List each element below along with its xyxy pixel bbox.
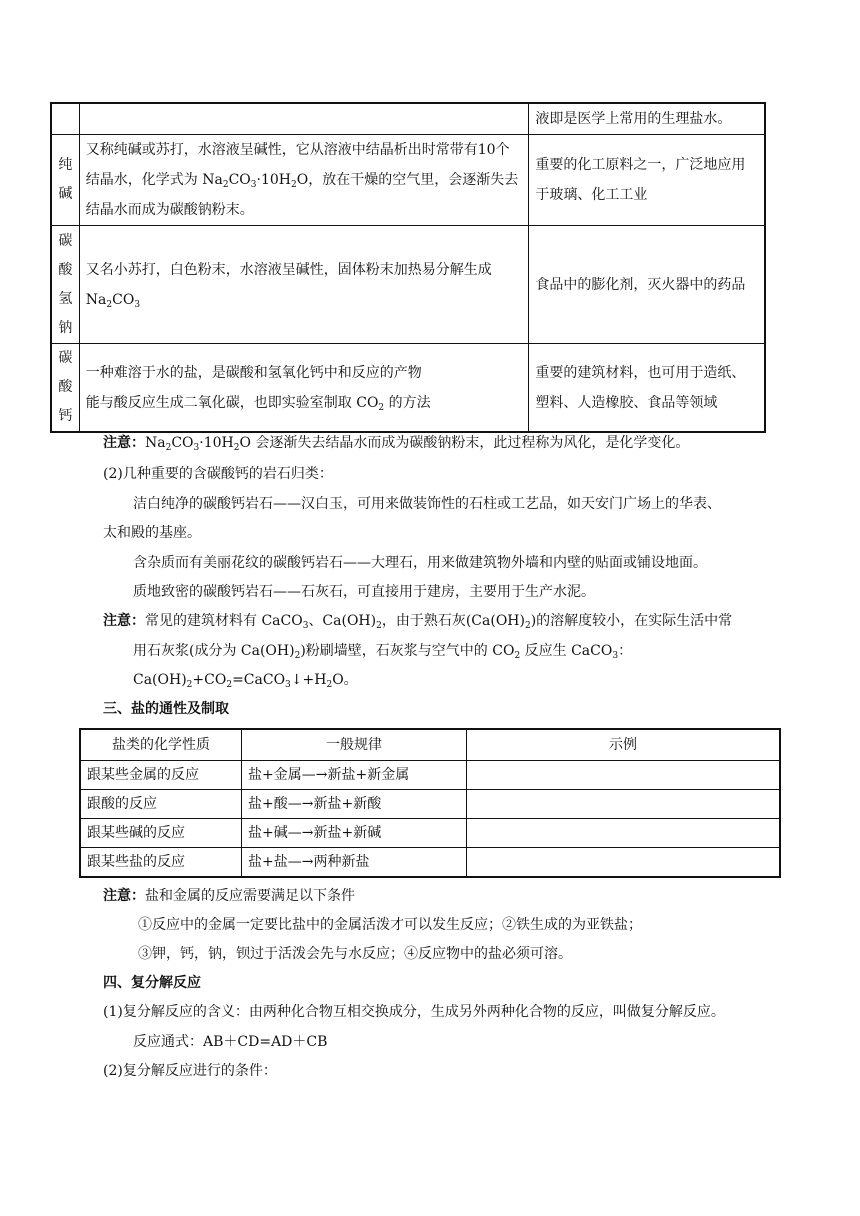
sub: 3: [285, 680, 291, 690]
text: +CO: [192, 672, 227, 688]
cell-prop: 跟某些碱的反应: [80, 819, 242, 848]
text: 能与酸反应生成二氧化碳，也即实验室制取 CO: [85, 394, 379, 411]
section-title: (2)几种重要的含碳酸钙的岩石归类：: [103, 466, 333, 482]
cell-rule: 盐+盐—→两种新盐: [242, 848, 467, 878]
text: O 会逐渐失去结晶水而成为碳酸钠粉末，此过程称为风化，是化学变化。: [239, 435, 690, 451]
cell-desc: [79, 103, 529, 135]
text-line: [86, 388, 523, 418]
note-2-line-2: [133, 641, 632, 661]
cell-name: [51, 226, 79, 344]
sub: 2: [290, 180, 297, 190]
cell-rule: 盐+金属—→新盐+新金属: [242, 761, 467, 790]
cell-example: [467, 819, 781, 848]
text: ·10H: [199, 435, 234, 451]
text: 反应生 CaCO: [520, 643, 613, 659]
sub: 2: [226, 680, 233, 690]
text: ↓+H: [290, 672, 327, 688]
note-1: [103, 433, 689, 453]
table-row: [51, 226, 765, 344]
table-row: [80, 790, 780, 819]
table-row: [51, 103, 765, 135]
paragraph: 太和殿的基座。: [103, 525, 201, 541]
cell-name: [51, 344, 79, 433]
text: 又名小苏打，白色粉末，水溶液呈碱性，固体粉末加热易分解生成 Na: [85, 261, 492, 308]
text: )的溶解度较小，在实际生活中常: [530, 613, 733, 629]
sub: 2: [233, 443, 240, 453]
sub: 2: [294, 651, 301, 661]
text: Na: [145, 435, 166, 451]
paragraph: 洁白纯净的碳酸钙岩石——汉白玉，可用来做装饰性的石柱或工艺品，如天安门广场上的华表、: [133, 496, 721, 512]
text: 一种难溶于水的盐，是碳酸和氢氧化钙中和反应的产物: [85, 364, 422, 381]
heading-4: 四、复分解反应: [103, 975, 201, 991]
column-header: 盐类的化学性质: [80, 729, 242, 761]
note-2-line-1: [103, 611, 732, 631]
name-char: 氢: [58, 290, 73, 307]
text: 常见的建筑材料有 CaCO: [145, 613, 303, 629]
column-header: 示例: [467, 729, 781, 761]
cell-prop: 跟酸的反应: [80, 790, 242, 819]
sub: 2: [326, 680, 333, 690]
name-char: 钠: [58, 319, 73, 336]
note-label: 注意：: [103, 888, 145, 904]
text: Ca(OH): [133, 672, 187, 688]
name-char: 碳: [58, 232, 73, 249]
sub: 2: [524, 621, 531, 631]
name-char: 碳: [58, 350, 73, 366]
text: =CaCO: [232, 672, 286, 688]
cell-name: [51, 135, 79, 226]
sub: 2: [378, 402, 385, 413]
cell-rule: 盐+酸—→新盐+新酸: [242, 790, 467, 819]
note-label: 注意：: [103, 613, 145, 629]
sub: 3: [612, 651, 619, 661]
sub: 2: [106, 299, 113, 310]
cell-example: [467, 848, 781, 878]
cell-name: [51, 103, 79, 135]
text: )粉刷墙壁，石灰浆与空气中的 CO: [300, 643, 515, 659]
table-row: [80, 819, 780, 848]
heading-3: 三、盐的通性及制取: [103, 701, 229, 717]
cell-example: [467, 790, 781, 819]
text: 、Ca(OH): [308, 613, 377, 629]
cell-use: 重要的化工原料之一，广泛地应用于玻璃、化工工业: [529, 135, 765, 226]
name-char: 酸: [58, 261, 73, 278]
cell-use: 食品中的膨化剂，灭火器中的药品: [529, 226, 765, 344]
text: ·10H: [256, 172, 291, 188]
formula: 反应通式：AB＋CD=AD＋CB: [133, 1034, 328, 1050]
paragraph: 质地致密的碳酸钙岩石——石灰石，可直接用于建房，主要用于生产水泥。: [133, 584, 595, 600]
note-3: [103, 886, 355, 906]
sub: 2: [186, 680, 193, 690]
cell-use: 重要的建筑材料，也可用于造纸、塑料、人造橡胶、食品等领域: [529, 344, 765, 433]
sub: 3: [134, 299, 141, 310]
text: CO: [112, 291, 135, 308]
name-char: 钙: [58, 408, 73, 424]
cell-desc: [79, 226, 529, 344]
sub: 2: [165, 443, 172, 453]
table-row: [80, 848, 780, 878]
column-header: 一般规律: [242, 729, 467, 761]
equation: [133, 670, 358, 690]
text: 又称纯碱或苏打，水溶液呈碱性，它从溶液中结晶析出时常带有10个结晶水，化学式为 Na: [85, 142, 510, 188]
table-header-row: [80, 729, 780, 761]
sub: 3: [302, 621, 309, 631]
cell-desc: [79, 135, 529, 226]
salt-properties-table: [79, 728, 781, 878]
table-row: [51, 135, 765, 226]
name-char: 纯: [58, 157, 73, 173]
cell-prop: 跟某些盐的反应: [80, 848, 242, 878]
cell-rule: 盐+碱—→新盐+新碱: [242, 819, 467, 848]
text: 用石灰浆(成分为 Ca(OH): [133, 643, 295, 659]
paragraph: 含杂质而有美丽花纹的碳酸钙岩石——大理石，用来做建筑物外墙和内壁的贴面或铺设地面。: [133, 555, 707, 571]
cell-example: [467, 761, 781, 790]
sub: 3: [193, 443, 200, 453]
cell-desc: [79, 344, 529, 433]
condition-line: ③钾，钙，钠，钡过于活泼会先与水反应；④反应物中的盐必须可溶。: [138, 946, 572, 962]
text: O。: [332, 672, 358, 688]
text: ，由于熟石灰(Ca(OH): [381, 613, 525, 629]
sub: 2: [376, 621, 382, 631]
sub: 2: [514, 651, 521, 661]
cell-use: 液即是医学上常用的生理盐水。: [529, 103, 765, 135]
condition-title: (2)复分解反应进行的条件：: [103, 1063, 277, 1079]
table-row: [80, 761, 780, 790]
sub: 3: [250, 180, 257, 190]
definition: (1)复分解反应的含义：由两种化合物互相交换成分，生成另外两种化合物的反应，叫做复分解反应。: [103, 1004, 725, 1020]
text: ：: [618, 643, 633, 659]
text: 盐和金属的反应需要满足以下条件: [145, 888, 355, 904]
text: CO: [171, 435, 194, 451]
note-label: 注意：: [103, 435, 145, 451]
text: O，放在干燥的空气里，会逐渐失去结晶水而成为碳酸钠粉末。: [85, 172, 519, 218]
salt-table: [50, 102, 766, 433]
name-char: 碱: [58, 186, 73, 202]
sub: 2: [222, 180, 229, 190]
name-char: 酸: [58, 379, 73, 395]
table-row: [51, 344, 765, 433]
cell-prop: 跟某些金属的反应: [80, 761, 242, 790]
text: 的方法: [384, 394, 431, 411]
condition-line: ①反应中的金属一定要比盐中的金属活泼才可以发生反应；②铁生成的为亚铁盐；: [138, 917, 642, 933]
text: CO: [228, 172, 251, 188]
